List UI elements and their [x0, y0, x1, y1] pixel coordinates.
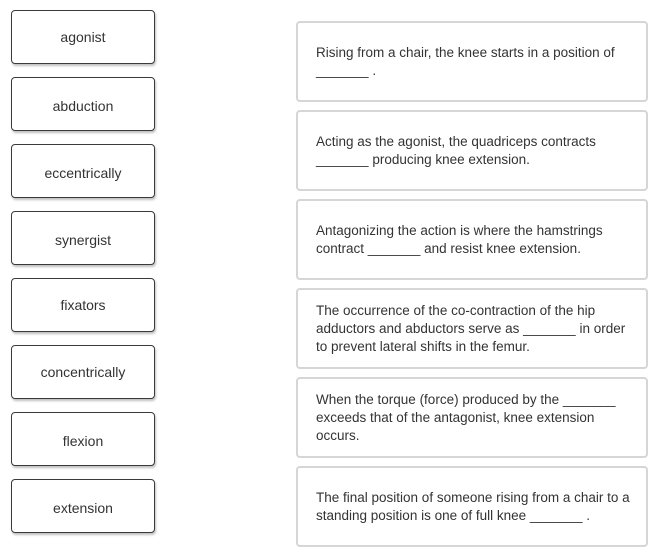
choice-label: concentrically — [40, 364, 126, 380]
choice-concentrically[interactable] — [11, 345, 155, 399]
choice-label: synergist — [54, 232, 112, 248]
question-text — [316, 302, 630, 356]
question-text — [316, 391, 630, 445]
choice-fixators[interactable] — [11, 278, 155, 332]
question-drop-target-3[interactable] — [296, 199, 648, 280]
choice-abduction[interactable] — [11, 77, 155, 131]
choice-agonist[interactable] — [11, 10, 155, 64]
question-text — [316, 222, 630, 258]
question-text-before: The occurrence of the co-contraction of the hip adductors and abductors serve as — [316, 302, 596, 336]
choice-label: extension — [53, 500, 113, 516]
choice-extension[interactable] — [11, 479, 155, 533]
choice-label: fixators — [60, 297, 106, 313]
answer-blank: _______ — [367, 240, 421, 256]
question-drop-target-4[interactable] — [296, 288, 648, 369]
answer-blank: _______ — [529, 507, 583, 523]
answer-blank: _______ — [316, 151, 369, 167]
question-text — [316, 133, 630, 169]
question-text-after: . — [582, 507, 590, 523]
question-text-after: in order to prevent lateral shifts in the femur. — [316, 320, 626, 354]
answer-blank: _______ — [562, 391, 616, 407]
question-text — [316, 489, 630, 525]
question-text-before: Antagonizing the action is where the hamstrings contract — [316, 222, 603, 256]
choice-eccentrically[interactable] — [11, 144, 155, 198]
question-text-after: producing knee extension. — [368, 151, 530, 167]
question-drop-target-5[interactable] — [296, 377, 648, 458]
question-text-after: exceeds that of the antagonist, knee extension occurs. — [316, 409, 595, 443]
choice-label: agonist — [60, 29, 106, 45]
question-text-before: Acting as the agonist, the quadriceps contracts — [316, 133, 596, 149]
question-text-before: When the torque (force) produced by the — [316, 391, 563, 407]
choice-label: eccentrically — [44, 165, 122, 181]
question-text-after: . — [368, 62, 377, 78]
question-drop-target-1[interactable] — [296, 21, 648, 102]
question-text-before: The final position of someone rising from a chair to a standing position is one of full knee — [316, 489, 630, 523]
answer-blank: _______ — [316, 62, 369, 78]
question-drop-target-6[interactable] — [296, 466, 648, 547]
question-drop-target-2[interactable] — [296, 110, 648, 191]
choice-flexion[interactable] — [11, 412, 155, 466]
question-text-after: and resist knee extension. — [420, 240, 581, 256]
question-text-before: Rising from a chair, the knee starts in a position of — [316, 44, 615, 60]
choice-synergist[interactable] — [11, 211, 155, 265]
choice-label: flexion — [62, 433, 104, 449]
choice-label: abduction — [52, 98, 114, 114]
question-text — [316, 44, 630, 80]
answer-blank: _______ — [523, 320, 576, 336]
